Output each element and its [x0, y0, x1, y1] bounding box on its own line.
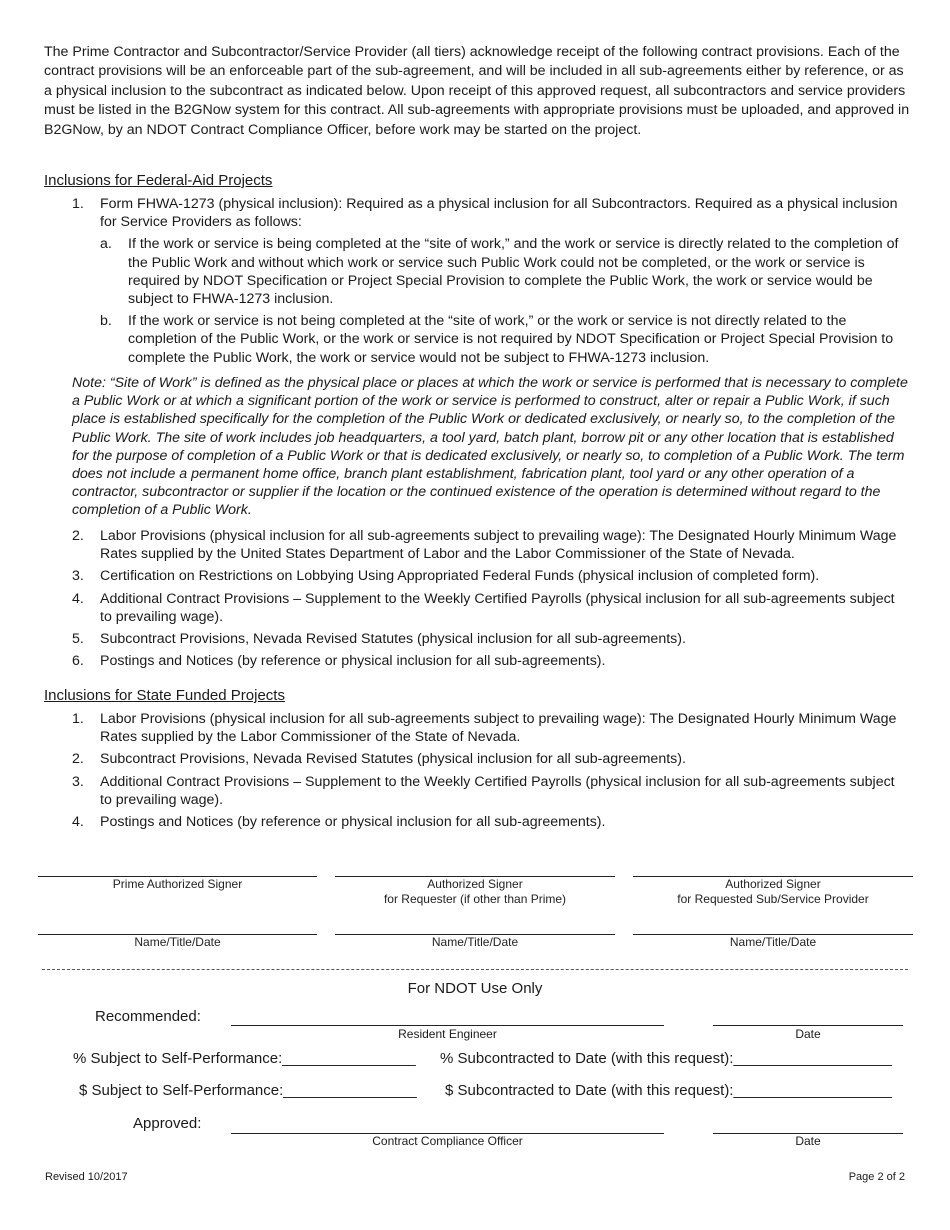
- signer-label-line1: Authorized Signer: [725, 877, 821, 891]
- list-item: [44, 710, 910, 746]
- section-divider: [42, 969, 908, 970]
- prime-name-label: Name/Title/Date: [134, 935, 221, 949]
- list-item: [44, 195, 910, 231]
- recommended-label: Recommended:: [95, 1008, 201, 1025]
- item-number: 1.: [72, 196, 84, 212]
- list-item: [44, 590, 910, 626]
- federal-aid-heading: Inclusions for Federal-Aid Projects: [44, 172, 273, 189]
- compliance-officer-label: Contract Compliance Officer: [372, 1134, 523, 1148]
- item-number: 2.: [72, 751, 84, 768]
- requester-name-label: Name/Title/Date: [431, 935, 519, 949]
- list-item: [44, 567, 910, 585]
- site-of-work-note: Note: “Site of Work” is defined as the physical place or places at which the work or service is performed that is necessary to complete a Public Work or at which a significant portion of the work or service is performed to construct, alter or repair a Public Work, if such place is established specifically for the completion of the Public Work or dedicated exclusively, or nearly so, to the completion of the Public Work. The site of work includes job headquarters, a tool yard, batch plant, borrow pit or any other location that is established for the purpose of completion of a Public Work or that is dedicated exclusively, or nearly so, to completion of a Public Work. The term does not include a permanent home office, branch plant establishment, fabrication plant, tool yard or any other operation of a contractor, subcontractor or supplier if the location or the continued existence of the operation is determined without regard to the completion of a Public Work.: [72, 375, 908, 519]
- sub-item-a: [44, 235, 910, 308]
- item-number: 6.: [72, 653, 84, 670]
- pct-self-performance-field[interactable]: % Subject to Self-Performance:________________: [73, 1050, 416, 1067]
- pct-subcontracted-field[interactable]: % Subcontracted to Date (with this request):___________________: [440, 1050, 892, 1067]
- item-text: Postings and Notices (by reference or physical inclusion for all sub-agreements).: [100, 814, 606, 831]
- approved-label: Approved:: [133, 1115, 202, 1132]
- sub-item-text: If the work or service is not being completed at the “site of work,” or the work or service is not directly related to the completion of the Public Work, or the work or service is not required by NDOT Specification or Project Special Provision to complete the Public Work, the work or service would not be subject to FHWA-1273 inclusion.: [128, 313, 894, 366]
- item-text: Subcontract Provisions, Nevada Revised Statutes (physical inclusion for all sub-agreements).: [100, 751, 686, 768]
- resident-engineer-label: Resident Engineer: [398, 1027, 497, 1041]
- item-text: Additional Contract Provisions – Supplement to the Weekly Certified Payrolls (physical inclusion for all sub-agreements subject to prevailing wage).: [100, 773, 895, 808]
- list-item: [44, 630, 910, 648]
- federal-item-1: [44, 195, 910, 371]
- item-text: Form FHWA-1273 (physical inclusion): Required as a physical inclusion for all Subcontractors. Required as a physical inclusion for Service Providers as follows:: [100, 196, 898, 231]
- list-item: [44, 750, 910, 768]
- list-item: [44, 527, 910, 563]
- sub-item-letter: a.: [100, 236, 112, 253]
- sub-signer-label: [633, 877, 913, 907]
- signer-label-line1: Prime Authorized Signer: [112, 877, 243, 891]
- item-number: 3.: [72, 773, 84, 790]
- prime-signer-label: [38, 877, 317, 892]
- revised-date: Revised 10/2017: [45, 1171, 128, 1183]
- list-item: [44, 813, 910, 831]
- item-number: 2.: [72, 528, 84, 544]
- ndot-use-only-title: For NDOT Use Only: [407, 980, 543, 997]
- sub-item-b: [44, 312, 910, 367]
- item-text: Subcontract Provisions, Nevada Revised Statutes (physical inclusion for all sub-agreements).: [100, 631, 686, 648]
- item-number: 4.: [72, 590, 84, 607]
- requester-signer-label: [335, 877, 615, 907]
- sub-name-label: Name/Title/Date: [729, 935, 817, 949]
- recommended-date-label: Date: [795, 1027, 821, 1041]
- item-number: 4.: [72, 814, 84, 831]
- item-text: Labor Provisions (physical inclusion for all sub-agreements subject to prevailing wage): The Designated Hourly Minimum Wage Rates supplied by the United States Department of Labor and the Labor Commissioner of the State of Nevada.: [100, 528, 897, 563]
- item-text: Labor Provisions (physical inclusion for all sub-agreements subject to prevailing wage): The Designated Hourly Minimum Wage Rates supplied by the Labor Commissioner of the State of Nevada.: [100, 711, 897, 746]
- signer-label-line2: for Requested Sub/Service Provider: [677, 892, 869, 906]
- state-items-list: [44, 710, 910, 835]
- dollar-self-performance-field[interactable]: $ Subject to Self-Performance:________________: [79, 1082, 417, 1099]
- recommended-date-line[interactable]: [713, 1025, 903, 1026]
- state-funded-heading: Inclusions for State Funded Projects: [44, 687, 285, 704]
- signer-label-line2: for Requester (if other than Prime): [383, 892, 567, 906]
- signer-label-line1: Authorized Signer: [427, 877, 523, 891]
- item-text: Postings and Notices (by reference or physical inclusion for all sub-agreements).: [100, 653, 606, 670]
- page-number: Page 2 of 2: [848, 1171, 905, 1183]
- sub-item-text: If the work or service is being completed at the “site of work,” and the work or service is directly related to the completion of the Public Work and without which work or service such Public Work could not be completed, or the work or service is required by NDOT Specification or Project Special Provision to complete the Public Work, the work or service would be subject to FHWA-1273 inclusion.: [128, 236, 899, 308]
- item-number: 5.: [72, 631, 84, 648]
- item-text: Additional Contract Provisions – Supplement to the Weekly Certified Payrolls (physical inclusion for all sub-agreements subject to prevailing wage).: [100, 590, 895, 625]
- list-item: [44, 773, 910, 809]
- approved-date-label: Date: [795, 1134, 821, 1148]
- federal-items-list: [44, 527, 910, 674]
- dollar-subcontracted-field[interactable]: $ Subcontracted to Date (with this request):___________________: [445, 1082, 892, 1099]
- intro-paragraph: The Prime Contractor and Subcontractor/Service Provider (all tiers) acknowledge receipt of the following contract provisions. Each of the contract provisions will be an enforceable part of the sub-agreement, and will be included in all sub-agreements either by reference, or as a physical inclusion to the subcontract as indicated below. Upon receipt of this approved request, all subcontractors and service providers must be listed in the B2GNow system for this contract. All sub-agreements with appropriate provisions must be uploaded, and approved in B2GNow, by an NDOT Contract Compliance Officer, before work may be started on the project.: [44, 44, 910, 138]
- list-item: [44, 652, 910, 670]
- item-number: 1.: [72, 711, 84, 727]
- item-number: 3.: [72, 568, 84, 585]
- sub-item-letter: b.: [100, 313, 112, 330]
- resident-engineer-signature-line[interactable]: [231, 1025, 664, 1026]
- item-text: Certification on Restrictions on Lobbying Using Appropriated Federal Funds (physical inclusion of completed form).: [100, 568, 820, 585]
